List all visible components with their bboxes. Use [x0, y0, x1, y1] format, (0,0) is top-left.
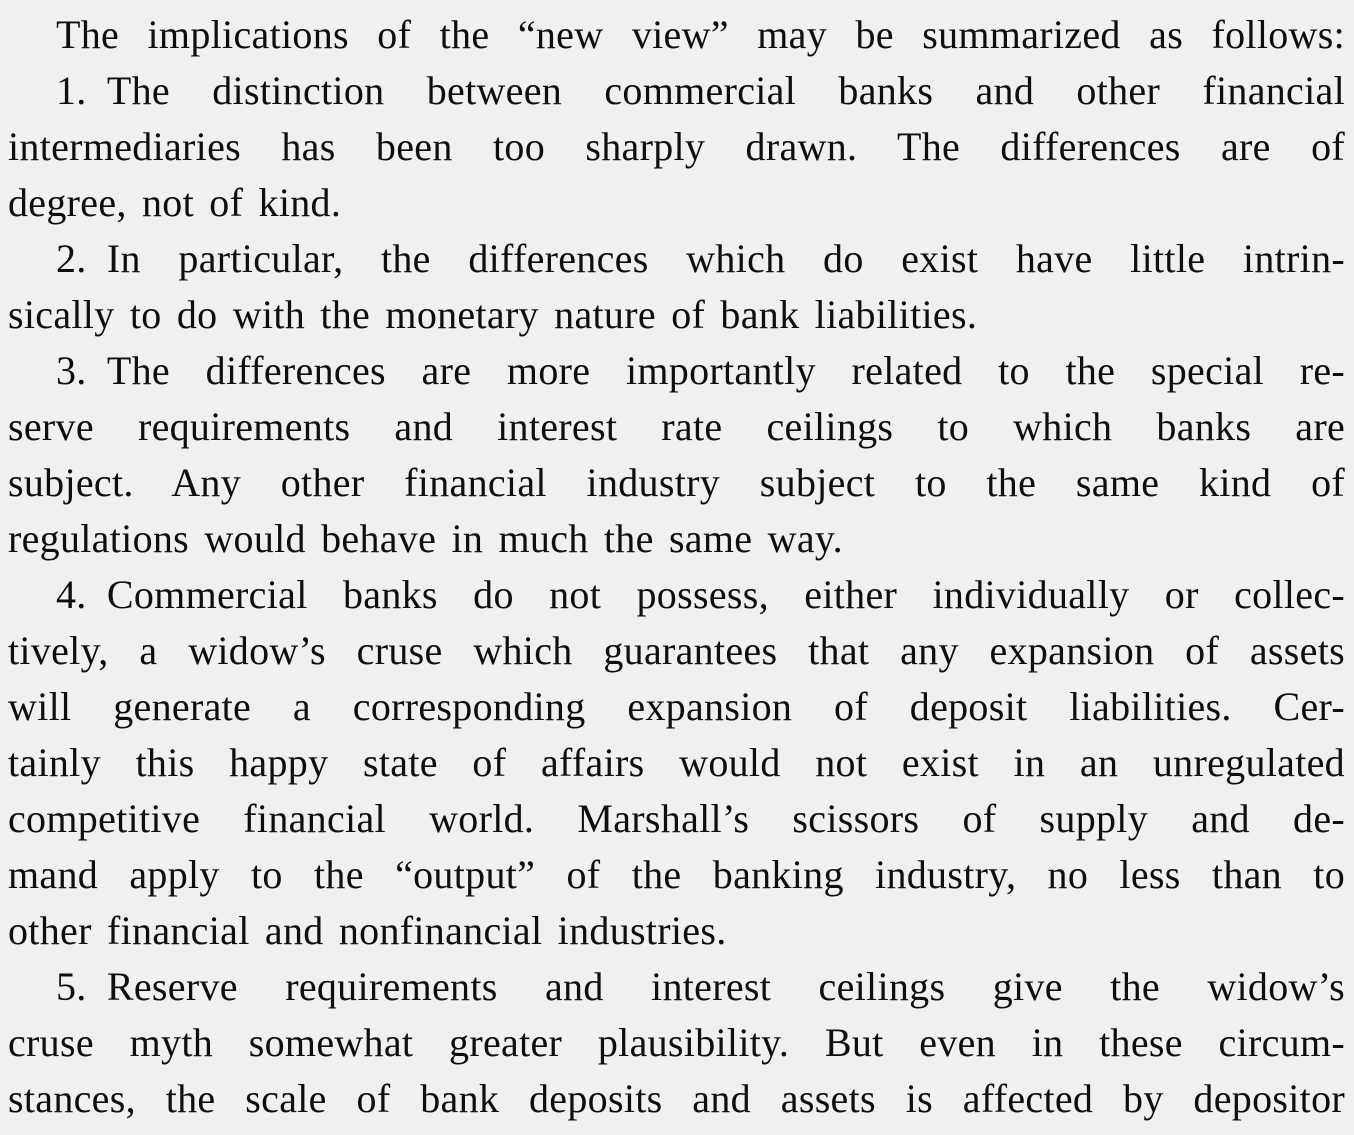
- text-line: cruse myth somewhat greater plausibility. But even in these circum-: [8, 1020, 1345, 1065]
- scanned-text-page: [8, 7, 1345, 1127]
- text-line: tively, a widow’s cruse which guarantees that any expansion of assets: [8, 628, 1345, 673]
- text-line: competitive financial world. Marshall’s scissors of supply and de-: [8, 796, 1345, 841]
- text-line-item2-end: sically to do with the monetary nature of bank liabilities.: [8, 292, 978, 337]
- text-line-page-last: stances, the scale of bank deposits and assets is affected by depositor: [8, 1076, 1345, 1121]
- text-line-item1-start: 1. The distinction between commercial banks and other financial: [56, 68, 1345, 113]
- text-line-item1-end: degree, not of kind.: [8, 180, 342, 225]
- text-line-item2-start: 2. In particular, the differences which do exist have little intrin-: [56, 236, 1345, 281]
- text-line: will generate a corresponding expansion of deposit liabilities. Cer-: [8, 684, 1345, 729]
- text-line: tainly this happy state of affairs would not exist in an unregulated: [8, 740, 1345, 785]
- text-line: intermediaries has been too sharply drawn. The differences are of: [8, 124, 1345, 169]
- text-line-intro: The implications of the “new view” may be summarized as follows:: [56, 12, 1345, 57]
- text-line: mand apply to the “output” of the banking industry, no less than to: [8, 852, 1345, 897]
- text-line: serve requirements and interest rate ceilings to which banks are: [8, 404, 1345, 449]
- text-line-item5-start: 5. Reserve requirements and interest ceilings give the widow’s: [56, 964, 1345, 1009]
- text-line: subject. Any other financial industry subject to the same kind of: [8, 460, 1345, 505]
- text-line-item3-start: 3. The differences are more importantly related to the special re-: [56, 348, 1345, 393]
- text-line-item4-start: 4. Commercial banks do not possess, either individually or collec-: [56, 572, 1345, 617]
- text-line-item3-end: regulations would behave in much the same way.: [8, 516, 843, 561]
- text-line-item4-end: other financial and nonfinancial industries.: [8, 908, 727, 953]
